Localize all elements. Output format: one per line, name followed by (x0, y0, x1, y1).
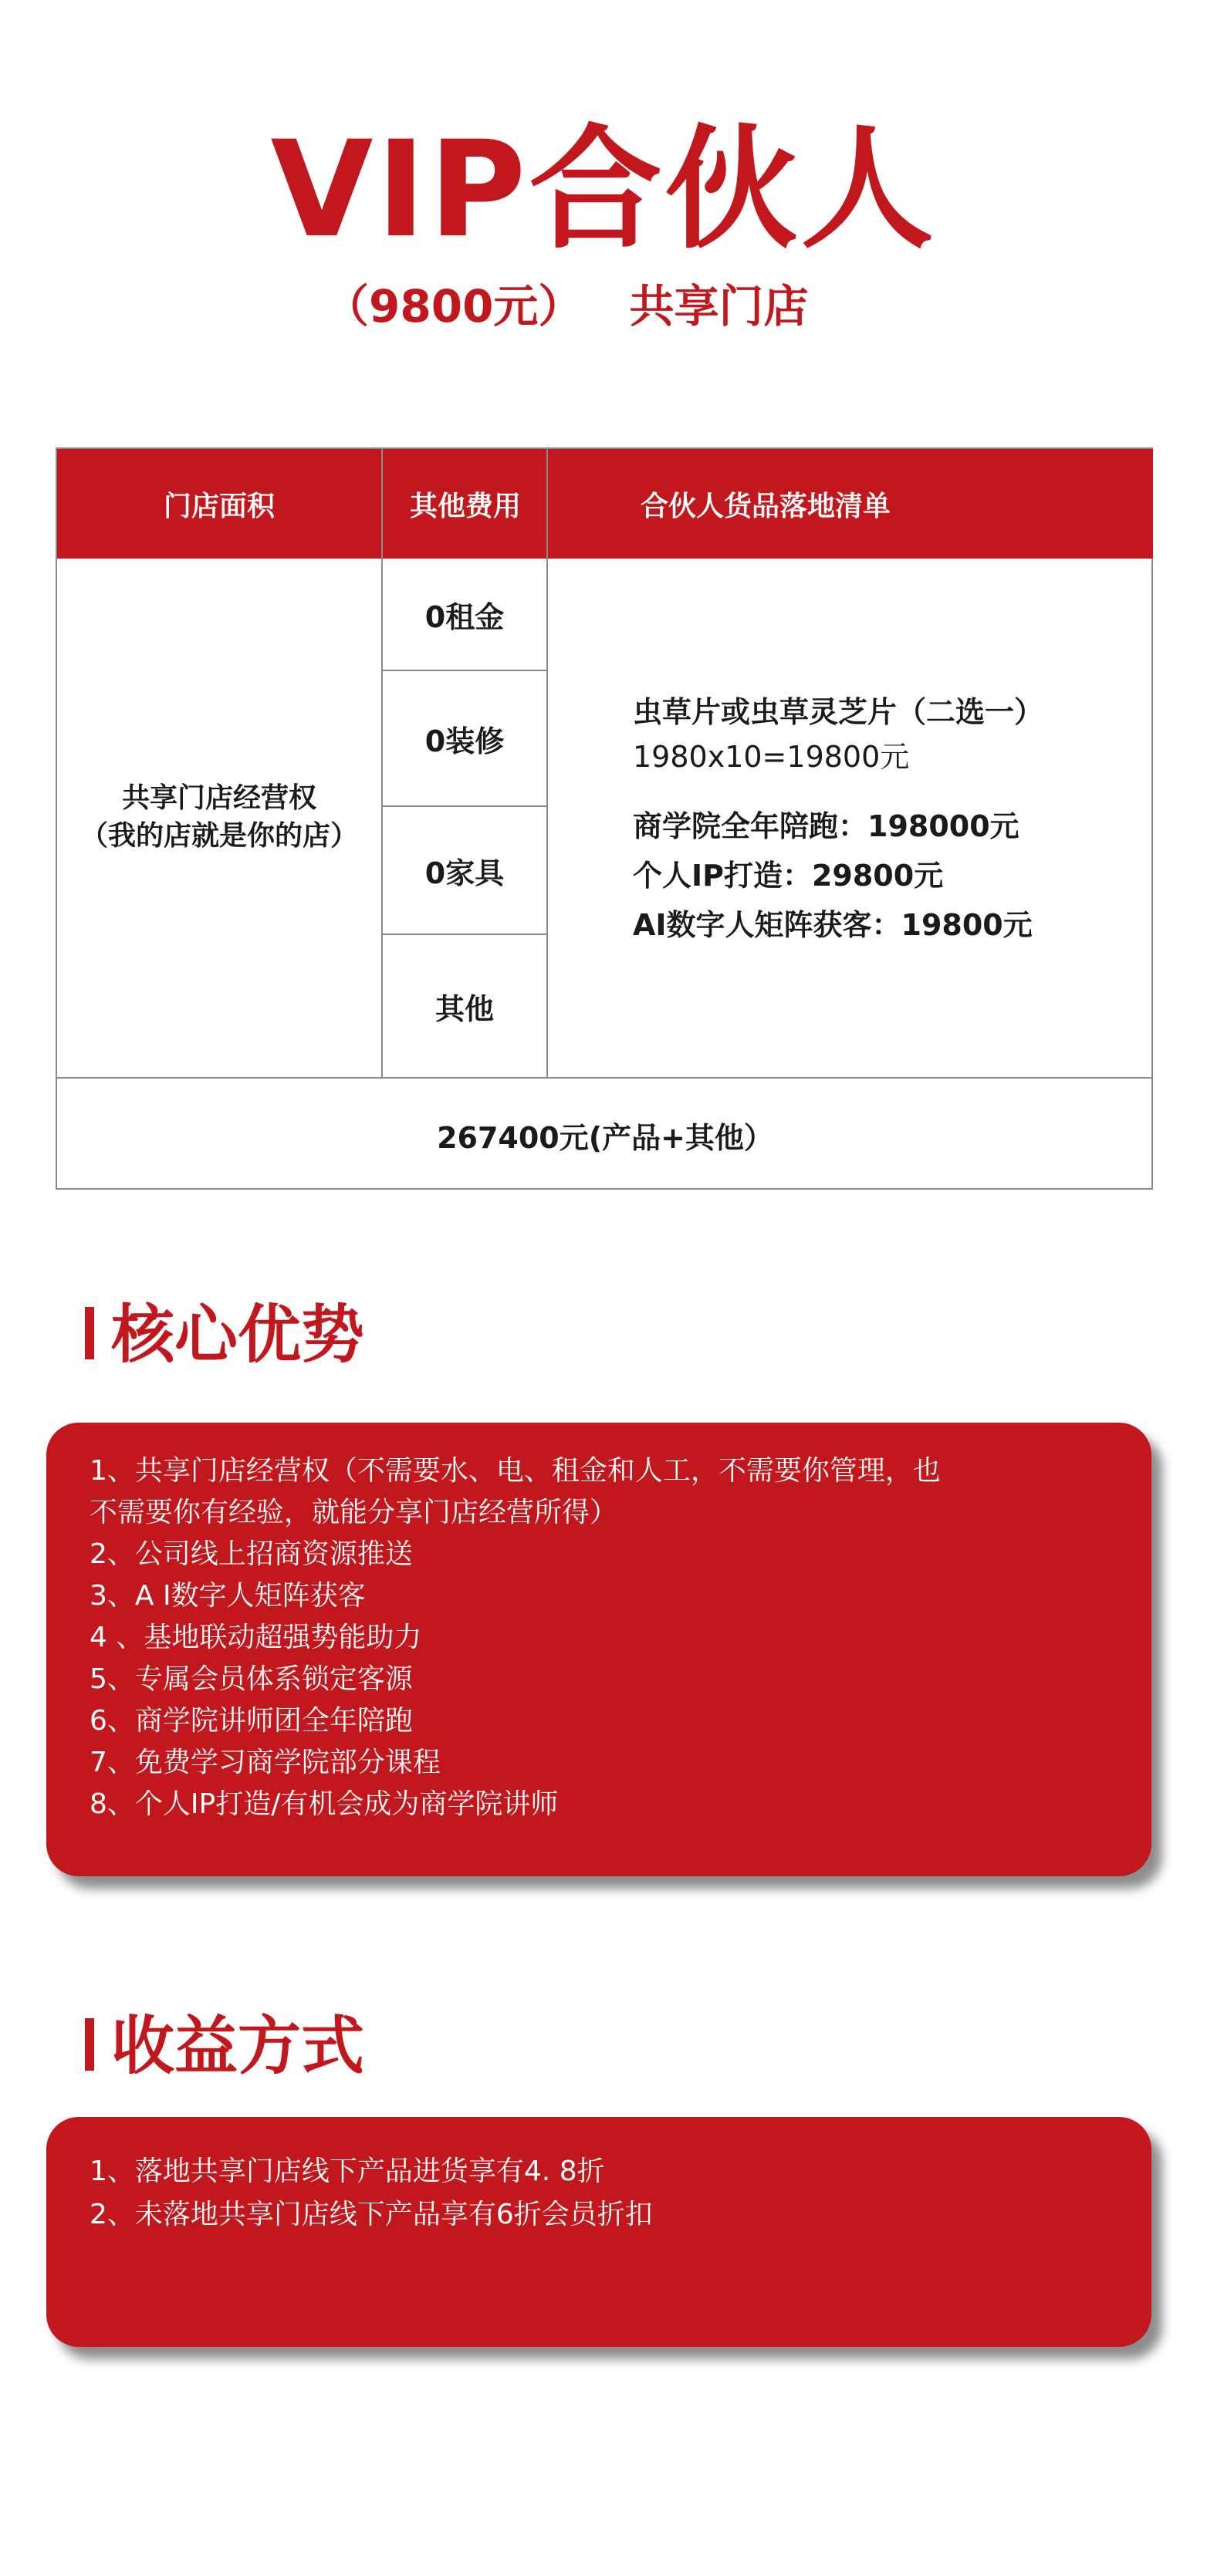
store-label: 共享门店 (629, 280, 809, 333)
advantage-line: 4 、基地联动超强势能助力 (90, 1622, 422, 1653)
income-panel (46, 2117, 1151, 2347)
advantage-line: 不需要你有经验，就能分享门店经营所得） (90, 1497, 618, 1528)
goods-item: 个人IP打造：29800元 (633, 859, 944, 893)
fee-cell: 0装修 (381, 671, 546, 807)
total-cell: 267400元(产品+其他） (57, 1077, 1153, 1191)
partner-table (56, 447, 1153, 1190)
goods-list-cell (546, 559, 1153, 1077)
income-heading-text: 收益方式 (111, 2010, 365, 2083)
goods-item: 虫草片或虫草灵芝片（二选一） (633, 695, 1044, 729)
advantages-heading (85, 1298, 365, 1372)
table-header-items: 合伙人货品落地清单 (546, 449, 1153, 559)
income-heading (85, 2010, 365, 2083)
price-label: （9800元） (324, 280, 583, 333)
advantage-line: 5、专属会员体系锁定客源 (90, 1663, 413, 1695)
advantage-line: 7、免费学习商学院部分课程 (90, 1747, 441, 1778)
advantages-heading-text: 核心优势 (111, 1298, 365, 1372)
goods-item: 1980x10=19800元 (633, 740, 910, 774)
store-area-line: （我的店就是你的店） (79, 820, 358, 852)
table-header-fees: 其他费用 (381, 449, 548, 559)
heading-bar (85, 2018, 94, 2071)
advantage-line: 1、共享门店经营权（不需要水、电、租金和人工，不需要你管理，也 (90, 1455, 941, 1487)
goods-item: 商学院全年陪跑：198000元 (633, 809, 1019, 843)
advantage-line: 2、公司线上招商资源推送 (90, 1538, 413, 1570)
goods-item: AI数字人矩阵获客：19800元 (633, 908, 1033, 942)
fee-cell: 0家具 (381, 807, 546, 935)
table-header-area: 门店面积 (57, 449, 381, 559)
income-line: 2、未落地共享门店线下产品享有6折会员折扣 (90, 2199, 653, 2230)
income-line: 1、落地共享门店线下产品进货享有4. 8折 (90, 2156, 605, 2187)
store-area-cell (57, 559, 381, 1077)
advantage-line: 6、商学院讲师团全年陪跑 (90, 1705, 413, 1737)
page-subtitle (324, 280, 809, 333)
heading-bar (85, 1307, 94, 1359)
advantage-line: 8、个人IP打造/有机会成为商学院讲师 (90, 1788, 559, 1820)
store-area-line: 共享门店经营权 (121, 782, 316, 815)
fee-cell: 其他 (381, 935, 546, 1077)
advantages-panel (46, 1423, 1151, 1876)
fee-cell: 0租金 (381, 559, 546, 671)
page-title: VIP合伙人 (270, 112, 937, 267)
advantage-line: 3、A I数字人矩阵获客 (90, 1580, 366, 1612)
